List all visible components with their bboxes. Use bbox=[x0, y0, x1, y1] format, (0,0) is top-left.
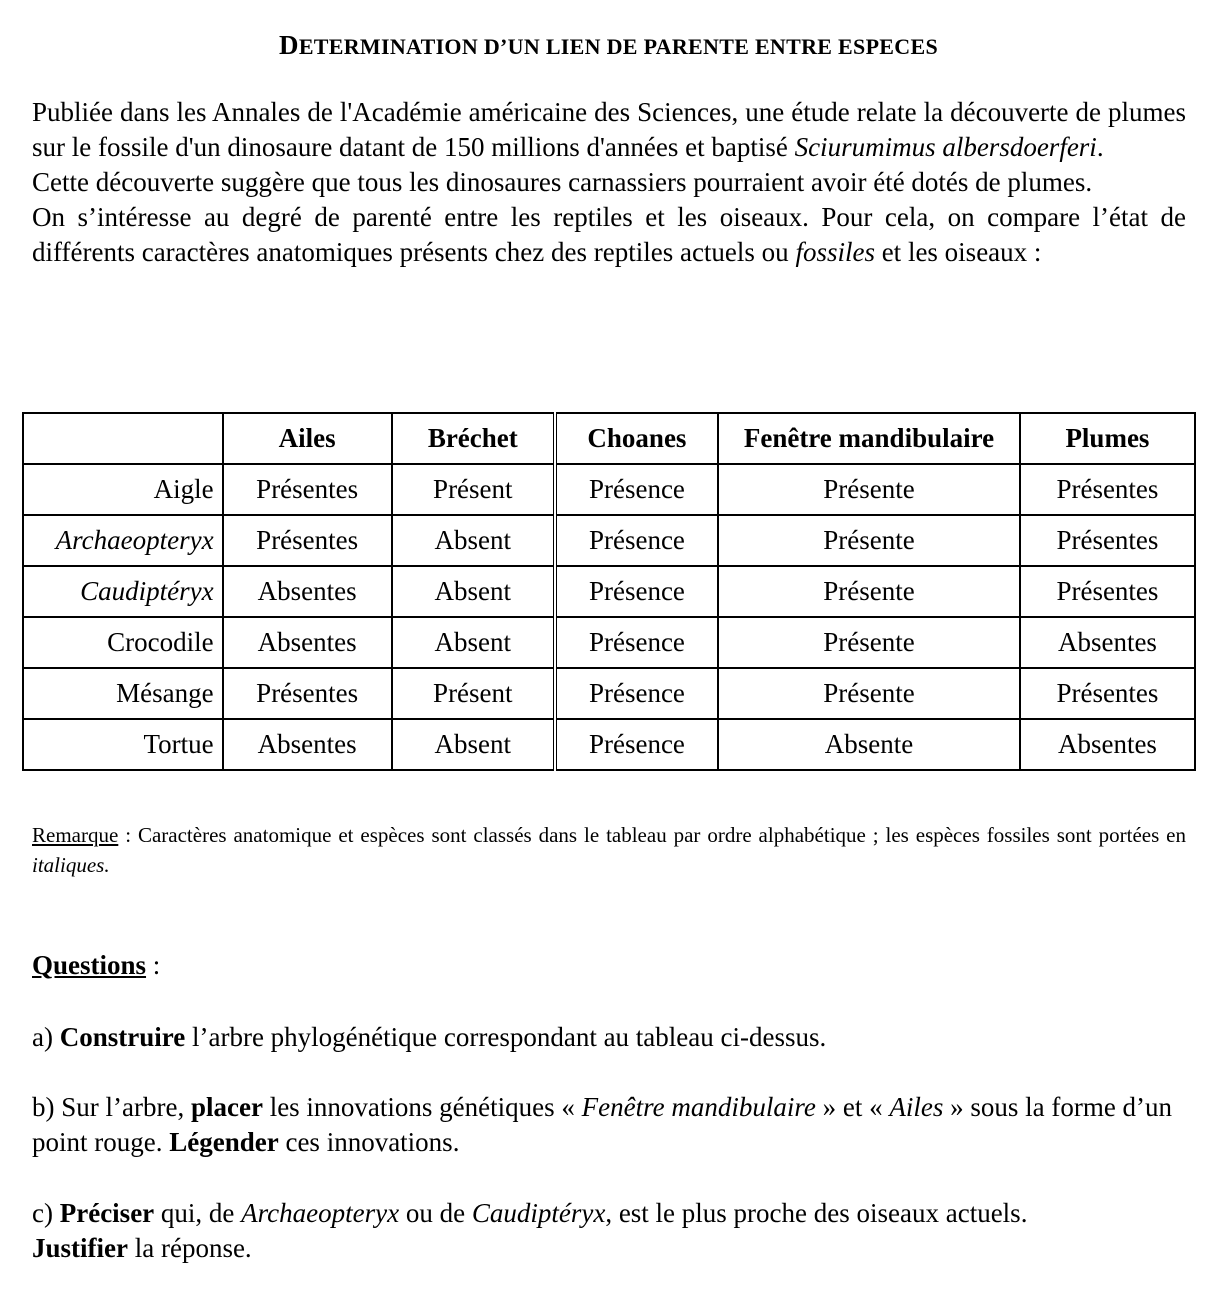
table-row bbox=[23, 464, 1195, 515]
question-b bbox=[32, 1090, 1186, 1160]
intro-section bbox=[32, 95, 1186, 270]
table-row bbox=[23, 515, 1195, 566]
intro-p3-text: On s’intéresse au degré de parenté entre les reptiles et les oiseaux. Pour cela, on compare l’état de différents caractères anatomiques présents chez des reptiles actuels ou bbox=[32, 202, 1186, 267]
table-row bbox=[23, 719, 1195, 770]
question-c-text-2: ou de bbox=[399, 1198, 472, 1228]
question-b-italic-1: Fenêtre mandibulaire bbox=[581, 1092, 816, 1122]
question-b-text-1: les innovations génétiques « bbox=[262, 1092, 582, 1122]
intro-paragraph-2: Cette découverte suggère que tous les dinosaures carnassiers pourraient avoir été dotés de plumes. bbox=[32, 167, 1093, 197]
intro-p1-text: Publiée dans les Annales de l'Académie américaine des Sciences, une étude relate la découverte de plumes sur le fossile d'un dinosaure datant de 150 millions d'années et baptisé bbox=[32, 97, 1186, 162]
table-cell: Présence bbox=[555, 617, 718, 668]
table-cell: Absentes bbox=[223, 566, 392, 617]
table-header-cell: Plumes bbox=[1020, 413, 1195, 464]
table-cell: Présente bbox=[718, 566, 1020, 617]
species-cell: Tortue bbox=[23, 719, 223, 770]
remark-italic: italiques. bbox=[32, 853, 110, 877]
question-a-verb: Construire bbox=[59, 1022, 186, 1052]
table-cell: Présente bbox=[718, 464, 1020, 515]
table-cell: Présent bbox=[392, 464, 555, 515]
questions-heading bbox=[32, 950, 160, 981]
intro-paragraph-1 bbox=[32, 95, 1186, 165]
question-b-verb-1: placer bbox=[190, 1092, 263, 1122]
questions-heading-label: Questions bbox=[32, 950, 147, 980]
remark-note bbox=[32, 820, 1186, 880]
table-cell: Présentes bbox=[1020, 515, 1195, 566]
question-b-text-2: » et « bbox=[815, 1092, 890, 1122]
table-cell: Absentes bbox=[1020, 617, 1195, 668]
table-header-cell: Choanes bbox=[555, 413, 718, 464]
question-b-text-4: ces innovations. bbox=[278, 1127, 460, 1157]
species-cell: Crocodile bbox=[23, 617, 223, 668]
question-c-italic-1: Archaeopteryx bbox=[241, 1198, 400, 1228]
characters-table bbox=[22, 412, 1196, 771]
table-body bbox=[23, 464, 1195, 770]
table-cell: Présente bbox=[718, 668, 1020, 719]
table-cell: Présentes bbox=[223, 515, 392, 566]
table-cell: Présence bbox=[555, 464, 718, 515]
question-b-italic-2: Ailes bbox=[889, 1092, 944, 1122]
table-cell: Présentes bbox=[1020, 566, 1195, 617]
species-cell: Archaeopteryx bbox=[23, 515, 223, 566]
intro-paragraph-3 bbox=[32, 200, 1186, 270]
questions-heading-suffix: : bbox=[146, 950, 161, 980]
question-b-prefix: b) Sur l’arbre, bbox=[32, 1092, 191, 1122]
table-header-row bbox=[23, 413, 1195, 464]
table-cell: Absent bbox=[392, 515, 555, 566]
species-cell: Caudiptéryx bbox=[23, 566, 223, 617]
table-row bbox=[23, 668, 1195, 719]
table-cell: Absentes bbox=[1020, 719, 1195, 770]
table-cell: Présentes bbox=[1020, 464, 1195, 515]
table-cell: Absent bbox=[392, 566, 555, 617]
question-b-text-3: » sous la forme d’un point rouge. bbox=[32, 1092, 1173, 1157]
question-c-text-1: qui, de bbox=[154, 1198, 242, 1228]
question-a bbox=[32, 1020, 1186, 1055]
question-c-prefix: c) bbox=[32, 1198, 60, 1228]
document-title bbox=[0, 30, 1217, 61]
question-b-verb-2: Légender bbox=[169, 1127, 279, 1157]
question-c bbox=[32, 1196, 1186, 1266]
table-header-cell bbox=[23, 413, 223, 464]
table-cell: Absente bbox=[718, 719, 1020, 770]
table-cell: Présente bbox=[718, 617, 1020, 668]
question-c-italic-2: Caudiptéryx bbox=[471, 1198, 606, 1228]
table-cell: Présentes bbox=[223, 464, 392, 515]
table-cell: Présentes bbox=[1020, 668, 1195, 719]
table-header-cell: Fenêtre mandibulaire bbox=[718, 413, 1020, 464]
title-rest: ETERMINATION D’UN LIEN DE PARENTE ENTRE ESPECES bbox=[298, 34, 938, 59]
table-cell: Présence bbox=[555, 668, 718, 719]
remark-text: : Caractères anatomique et espèces sont classés dans le tableau par ordre alphabétique ; les espèces fossiles sont portées en bbox=[118, 823, 1186, 847]
table-cell: Présente bbox=[718, 515, 1020, 566]
question-c-verb-1: Préciser bbox=[59, 1198, 155, 1228]
table-header-cell: Bréchet bbox=[392, 413, 555, 464]
intro-p3-end: et les oiseaux : bbox=[874, 237, 1042, 267]
table-row bbox=[23, 617, 1195, 668]
title-initial: D bbox=[279, 30, 299, 60]
intro-p3-italic: fossiles bbox=[795, 237, 875, 267]
species-cell: Mésange bbox=[23, 668, 223, 719]
question-c-text-3: , est le plus proche des oiseaux actuels. bbox=[605, 1198, 1028, 1228]
remark-label: Remarque bbox=[32, 823, 119, 847]
question-a-text: l’arbre phylogénétique correspondant au tableau ci-dessus. bbox=[185, 1022, 827, 1052]
table-cell: Présence bbox=[555, 719, 718, 770]
question-c-verb-2: Justifier bbox=[32, 1233, 128, 1263]
question-a-prefix: a) bbox=[32, 1022, 60, 1052]
table-cell: Absent bbox=[392, 617, 555, 668]
species-name-sciurumimus: Sciurumimus albersdoerferi bbox=[794, 132, 1097, 162]
table-row bbox=[23, 566, 1195, 617]
table-cell: Présence bbox=[555, 566, 718, 617]
table-cell: Absent bbox=[392, 719, 555, 770]
question-c-text-4: la réponse. bbox=[127, 1233, 252, 1263]
species-cell: Aigle bbox=[23, 464, 223, 515]
table-cell: Absentes bbox=[223, 719, 392, 770]
table-cell: Présentes bbox=[223, 668, 392, 719]
table-cell: Présence bbox=[555, 515, 718, 566]
table-cell: Présent bbox=[392, 668, 555, 719]
table-cell: Absentes bbox=[223, 617, 392, 668]
table-header-cell: Ailes bbox=[223, 413, 392, 464]
intro-p1-end: . bbox=[1096, 132, 1104, 162]
